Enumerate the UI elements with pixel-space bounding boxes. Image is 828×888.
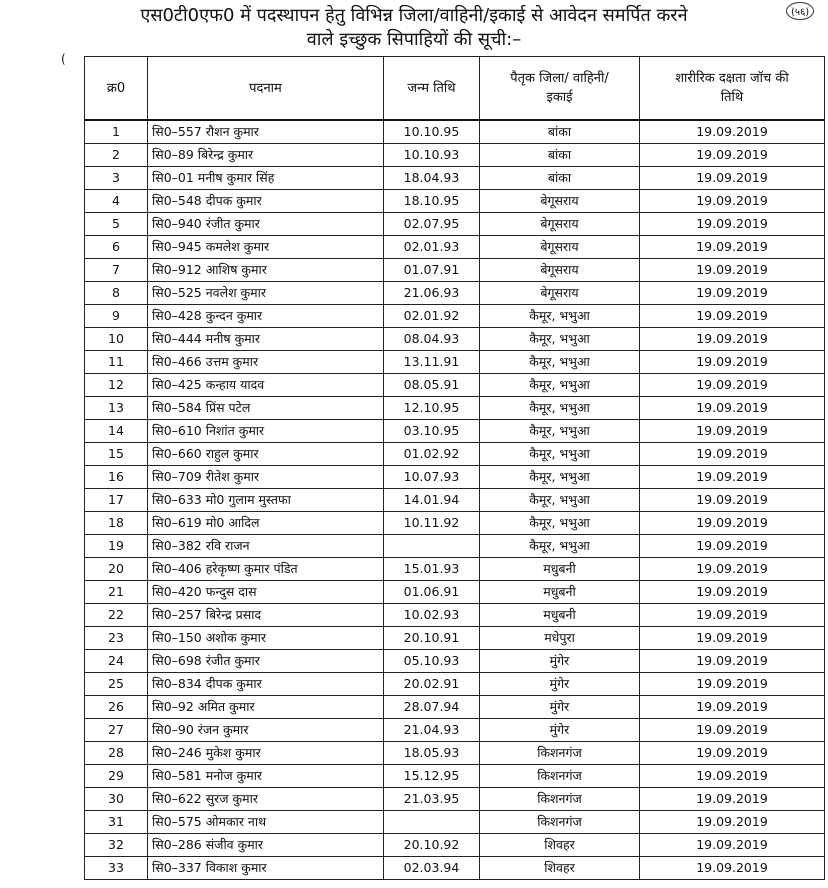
cell-serial: 20 — [85, 558, 148, 581]
table-row — [85, 673, 825, 696]
cell-test-date: 19.09.2019 — [640, 719, 825, 742]
cell-dob: 08.04.93 — [384, 328, 480, 351]
table-row — [85, 305, 825, 328]
cell-serial: 13 — [85, 397, 148, 420]
cell-serial: 16 — [85, 466, 148, 489]
cell-name: सि0–89 बिरेन्द्र कुमार — [148, 144, 384, 167]
cell-dob: 01.07.91 — [384, 259, 480, 282]
cell-serial: 26 — [85, 696, 148, 719]
cell-serial: 6 — [85, 236, 148, 259]
cell-name: सि0–337 विकाश कुमार — [148, 857, 384, 880]
table-row — [85, 259, 825, 282]
cell-dob: 21.06.93 — [384, 282, 480, 305]
cell-test-date: 19.09.2019 — [640, 581, 825, 604]
cell-test-date: 19.09.2019 — [640, 742, 825, 765]
cell-serial: 9 — [85, 305, 148, 328]
table-row — [85, 604, 825, 627]
cell-dob: 02.01.93 — [384, 236, 480, 259]
cell-district: बेगूसराय — [480, 236, 640, 259]
header-serial: क्र0 — [85, 57, 148, 121]
cell-district: मुंगेर — [480, 696, 640, 719]
table-row — [85, 719, 825, 742]
table-row — [85, 351, 825, 374]
cell-test-date: 19.09.2019 — [640, 397, 825, 420]
table-row — [85, 374, 825, 397]
table-row — [85, 742, 825, 765]
cell-test-date: 19.09.2019 — [640, 627, 825, 650]
cell-test-date: 19.09.2019 — [640, 673, 825, 696]
cell-name: सि0–834 दीपक कुमार — [148, 673, 384, 696]
cell-district: कैमूर, भभुआ — [480, 328, 640, 351]
cell-district: मुंगेर — [480, 650, 640, 673]
cell-test-date: 19.09.2019 — [640, 213, 825, 236]
cell-name: सि0–428 कुन्दन कुमार — [148, 305, 384, 328]
cell-test-date: 19.09.2019 — [640, 857, 825, 880]
cell-test-date: 19.09.2019 — [640, 374, 825, 397]
table-row — [85, 397, 825, 420]
cell-serial: 27 — [85, 719, 148, 742]
cell-test-date: 19.09.2019 — [640, 512, 825, 535]
table-row — [85, 788, 825, 811]
cell-dob: 03.10.95 — [384, 420, 480, 443]
cell-name: सि0–246 मुकेश कुमार — [148, 742, 384, 765]
table-row — [85, 650, 825, 673]
cell-name: सि0–622 सुरज कुमार — [148, 788, 384, 811]
cell-district: कैमूर, भभुआ — [480, 512, 640, 535]
cell-name: सि0–466 उत्तम कुमार — [148, 351, 384, 374]
table-row — [85, 627, 825, 650]
cell-serial: 25 — [85, 673, 148, 696]
cell-district: किशनगंज — [480, 788, 640, 811]
cell-name: सि0–525 नवलेश कुमार — [148, 282, 384, 305]
cell-serial: 3 — [85, 167, 148, 190]
table-row — [85, 213, 825, 236]
cell-name: सि0–420 फन्दुस दास — [148, 581, 384, 604]
margin-mark: ( — [61, 52, 66, 66]
table-header-row — [85, 57, 825, 121]
cell-dob: 10.10.93 — [384, 144, 480, 167]
cell-test-date: 19.09.2019 — [640, 305, 825, 328]
cell-district: कैमूर, भभुआ — [480, 443, 640, 466]
title-line-2: वाले इच्छुक सिपाहियों की सूची:– — [306, 29, 522, 50]
cell-dob: 21.04.93 — [384, 719, 480, 742]
cell-test-date: 19.09.2019 — [640, 351, 825, 374]
cell-district: कैमूर, भभुआ — [480, 351, 640, 374]
cell-name: सि0–940 रंजीत कुमार — [148, 213, 384, 236]
cell-dob: 10.10.95 — [384, 120, 480, 144]
cell-test-date: 19.09.2019 — [640, 190, 825, 213]
table-row — [85, 328, 825, 351]
table-row — [85, 282, 825, 305]
cell-name: सि0–584 प्रिंस पटेल — [148, 397, 384, 420]
cell-name: सि0–92 अमित कुमार — [148, 696, 384, 719]
cell-name: सि0–90 रंजन कुमार — [148, 719, 384, 742]
cell-test-date: 19.09.2019 — [640, 558, 825, 581]
cell-dob: 12.10.95 — [384, 397, 480, 420]
cell-test-date: 19.09.2019 — [640, 236, 825, 259]
cell-serial: 15 — [85, 443, 148, 466]
cell-district: कैमूर, भभुआ — [480, 489, 640, 512]
cell-serial: 5 — [85, 213, 148, 236]
cell-district: किशनगंज — [480, 742, 640, 765]
cell-district: कैमूर, भभुआ — [480, 420, 640, 443]
cell-district: कैमूर, भभुआ — [480, 374, 640, 397]
cell-serial: 31 — [85, 811, 148, 834]
cell-test-date: 19.09.2019 — [640, 489, 825, 512]
cell-serial: 32 — [85, 834, 148, 857]
table-row — [85, 834, 825, 857]
cell-serial: 2 — [85, 144, 148, 167]
header-test-date: शारीरिक दक्षता जॉच की तिथि — [640, 57, 825, 121]
cell-serial: 22 — [85, 604, 148, 627]
cell-test-date: 19.09.2019 — [640, 420, 825, 443]
cell-district: शिवहर — [480, 834, 640, 857]
table-body — [85, 120, 825, 880]
table-row — [85, 811, 825, 834]
cell-name: सि0–660 राहुल कुमार — [148, 443, 384, 466]
cell-district: मधुबनी — [480, 604, 640, 627]
cell-serial: 18 — [85, 512, 148, 535]
cell-serial: 1 — [85, 120, 148, 144]
cell-dob: 20.02.91 — [384, 673, 480, 696]
cell-serial: 12 — [85, 374, 148, 397]
cell-district: कैमूर, भभुआ — [480, 305, 640, 328]
cell-serial: 8 — [85, 282, 148, 305]
table-row — [85, 535, 825, 558]
cell-dob: 08.05.91 — [384, 374, 480, 397]
cell-name: सि0–912 आशिष कुमार — [148, 259, 384, 282]
cell-test-date: 19.09.2019 — [640, 535, 825, 558]
cell-dob: 02.07.95 — [384, 213, 480, 236]
header-dob: जन्म तिथि — [384, 57, 480, 121]
cell-district: बेगूसराय — [480, 259, 640, 282]
cell-district: बेगूसराय — [480, 282, 640, 305]
cell-serial: 33 — [85, 857, 148, 880]
cell-test-date: 19.09.2019 — [640, 765, 825, 788]
cell-serial: 24 — [85, 650, 148, 673]
cell-name: सि0–150 अशोक कुमार — [148, 627, 384, 650]
cell-test-date: 19.09.2019 — [640, 282, 825, 305]
table-row — [85, 120, 825, 144]
cell-dob: 15.12.95 — [384, 765, 480, 788]
cell-serial: 19 — [85, 535, 148, 558]
cell-district: मधुबनी — [480, 558, 640, 581]
cell-dob — [384, 535, 480, 558]
cell-test-date: 19.09.2019 — [640, 328, 825, 351]
cell-test-date: 19.09.2019 — [640, 696, 825, 719]
table-row — [85, 765, 825, 788]
cell-dob: 20.10.92 — [384, 834, 480, 857]
cell-test-date: 19.09.2019 — [640, 259, 825, 282]
cell-test-date: 19.09.2019 — [640, 120, 825, 144]
title-line-1: एस0टी0एफ0 में पदस्थापन हेतु विभिन्न जिला/वाहिनी/इकाई से आवेदन समर्पित करने — [140, 5, 688, 26]
cell-serial: 7 — [85, 259, 148, 282]
cell-serial: 4 — [85, 190, 148, 213]
cell-dob: 13.11.91 — [384, 351, 480, 374]
table-row — [85, 443, 825, 466]
cell-district: बांका — [480, 144, 640, 167]
table-row — [85, 167, 825, 190]
cell-test-date: 19.09.2019 — [640, 144, 825, 167]
cell-test-date: 19.09.2019 — [640, 167, 825, 190]
cell-dob: 28.07.94 — [384, 696, 480, 719]
table-row — [85, 489, 825, 512]
cell-serial: 28 — [85, 742, 148, 765]
cell-name: सि0–382 रवि राजन — [148, 535, 384, 558]
table-row — [85, 420, 825, 443]
page-number-stamp: (५६) — [786, 2, 814, 20]
table-row — [85, 696, 825, 719]
cell-dob: 18.10.95 — [384, 190, 480, 213]
cell-dob — [384, 811, 480, 834]
cell-name: सि0–548 दीपक कुमार — [148, 190, 384, 213]
cell-name: सि0–581 मनोज कुमार — [148, 765, 384, 788]
table-row — [85, 190, 825, 213]
cell-district: कैमूर, भभुआ — [480, 466, 640, 489]
cell-district: कैमूर, भभुआ — [480, 535, 640, 558]
cell-serial: 21 — [85, 581, 148, 604]
cell-district: मधेपुरा — [480, 627, 640, 650]
cell-dob: 20.10.91 — [384, 627, 480, 650]
cell-name: सि0–709 रीतेश कुमार — [148, 466, 384, 489]
table-row — [85, 857, 825, 880]
cell-dob: 10.07.93 — [384, 466, 480, 489]
cell-name: सि0–557 रौशन कुमार — [148, 120, 384, 144]
cell-name: सि0–619 मो0 आदिल — [148, 512, 384, 535]
cell-district: बांका — [480, 167, 640, 190]
cell-name: सि0–01 मनीष कुमार सिंह — [148, 167, 384, 190]
cell-serial: 23 — [85, 627, 148, 650]
cell-dob: 02.03.94 — [384, 857, 480, 880]
table-row — [85, 512, 825, 535]
cell-district: शिवहर — [480, 857, 640, 880]
cell-district: बेगूसराय — [480, 213, 640, 236]
cell-name: सि0–945 कमलेश कुमार — [148, 236, 384, 259]
applicants-table — [84, 56, 825, 880]
cell-district: बांका — [480, 120, 640, 144]
cell-serial: 14 — [85, 420, 148, 443]
cell-dob: 10.11.92 — [384, 512, 480, 535]
cell-district: किशनगंज — [480, 811, 640, 834]
cell-name: सि0–425 कन्हाय यादव — [148, 374, 384, 397]
table-row — [85, 466, 825, 489]
cell-serial: 10 — [85, 328, 148, 351]
cell-name: सि0–633 मो0 गुलाम मुस्तफा — [148, 489, 384, 512]
cell-test-date: 19.09.2019 — [640, 443, 825, 466]
cell-name: सि0–575 ओमकार नाथ — [148, 811, 384, 834]
cell-serial: 29 — [85, 765, 148, 788]
header-district: पैतृक जिला/ वाहिनी/इकाई — [480, 57, 640, 121]
cell-dob: 10.02.93 — [384, 604, 480, 627]
document-title — [0, 4, 828, 52]
cell-dob: 05.10.93 — [384, 650, 480, 673]
cell-district: मधुबनी — [480, 581, 640, 604]
cell-test-date: 19.09.2019 — [640, 834, 825, 857]
cell-test-date: 19.09.2019 — [640, 811, 825, 834]
cell-dob: 21.03.95 — [384, 788, 480, 811]
cell-name: सि0–406 हरेकृष्ण कुमार पंडित — [148, 558, 384, 581]
cell-district: किशनगंज — [480, 765, 640, 788]
table-row — [85, 581, 825, 604]
cell-dob: 01.02.92 — [384, 443, 480, 466]
cell-dob: 14.01.94 — [384, 489, 480, 512]
table-row — [85, 236, 825, 259]
cell-test-date: 19.09.2019 — [640, 650, 825, 673]
cell-serial: 17 — [85, 489, 148, 512]
cell-district: मुंगेर — [480, 673, 640, 696]
cell-name: सि0–444 मनीष कुमार — [148, 328, 384, 351]
cell-serial: 11 — [85, 351, 148, 374]
cell-name: सि0–286 संजीव कुमार — [148, 834, 384, 857]
cell-district: मुंगेर — [480, 719, 640, 742]
table-row — [85, 558, 825, 581]
cell-district: कैमूर, भभुआ — [480, 397, 640, 420]
cell-dob: 15.01.93 — [384, 558, 480, 581]
cell-dob: 18.04.93 — [384, 167, 480, 190]
header-name: पदनाम — [148, 57, 384, 121]
cell-dob: 01.06.91 — [384, 581, 480, 604]
cell-name: सि0–698 रंजीत कुमार — [148, 650, 384, 673]
table-row — [85, 144, 825, 167]
cell-dob: 02.01.92 — [384, 305, 480, 328]
cell-test-date: 19.09.2019 — [640, 466, 825, 489]
cell-test-date: 19.09.2019 — [640, 604, 825, 627]
cell-name: सि0–610 निशांत कुमार — [148, 420, 384, 443]
cell-district: बेगूसराय — [480, 190, 640, 213]
cell-test-date: 19.09.2019 — [640, 788, 825, 811]
cell-name: सि0–257 बिरेन्द्र प्रसाद — [148, 604, 384, 627]
cell-serial: 30 — [85, 788, 148, 811]
cell-dob: 18.05.93 — [384, 742, 480, 765]
